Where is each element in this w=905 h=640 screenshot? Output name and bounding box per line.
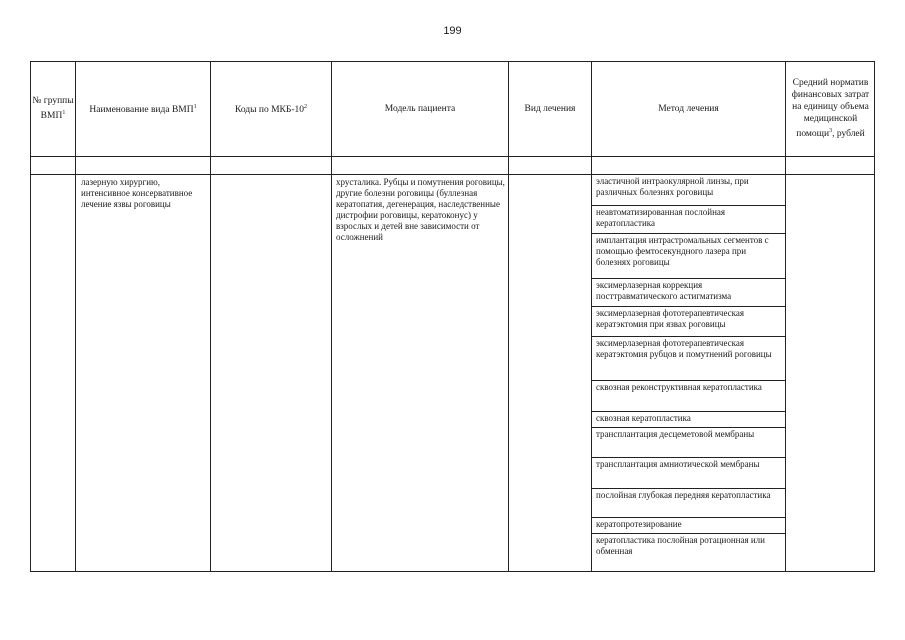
header-treatment-type: Вид лечения: [524, 103, 576, 114]
header-average-cost: Средний норматив финансовых затрат на единицу объема медицинской помощи$^3$, рублей: [791, 77, 870, 140]
method-row: трансплантация амниотической мембраны: [591, 458, 785, 489]
method-row: эксимерлазерная коррекция посттравматического астигматизма: [591, 279, 785, 307]
method-row: эластичной интраокулярной линзы, при различных болезнях роговицы: [591, 175, 785, 206]
method-row: кератопластика послойная ротационная или обменная: [596, 535, 765, 556]
column-divider: [785, 61, 786, 572]
method-row: послойная глубокая передняя кератопластика: [591, 489, 785, 518]
method-row: трансплантация десцеметовой мембраны: [591, 428, 785, 458]
header-group-number: № группы ВМП$^1$: [32, 95, 74, 122]
method-row: сквозная кератопластика: [591, 412, 785, 428]
header-treatment-method: Метод лечения: [658, 103, 719, 114]
method-row: эксимерлазерная фототерапевтическая кератэктомия рубцов и помутнений роговицы: [591, 337, 785, 381]
page-number: 199: [443, 25, 462, 37]
treatment-method-list: [591, 175, 785, 562]
patient-model-cell: хрусталика. Рубцы и помутнения роговицы, другие болезни роговицы (буллезная кератопатия, дегенерация, наследственные дистрофии роговицы, кератоконус) у взрослых и детей вне зависимости от осложнений: [336, 177, 505, 242]
header-patient-model: Модель пациента: [384, 103, 456, 114]
method-row: неавтоматизированная послойная кератопластика: [591, 206, 785, 234]
header-icd-codes: Коды по МКБ-$10^2$: [234, 103, 308, 116]
header-rule: [30, 156, 875, 157]
header-vmp-name: Наименование вида ВМП$^1$: [89, 103, 197, 116]
method-row: эксимерлазерная фототерапевтическая кератэктомия при язвах роговицы: [591, 307, 785, 337]
method-row: кератопротезирование: [591, 518, 785, 534]
method-row: сквозная реконструктивная кератопластика: [591, 381, 785, 412]
vmp-name-cell: лазерную хирургию, интенсивное консервативное лечение язвы роговицы: [81, 177, 193, 209]
method-row: имплантация интрастромальных сегментов с помощью фемтосекундного лазера при болезнях роговицы: [591, 234, 785, 279]
